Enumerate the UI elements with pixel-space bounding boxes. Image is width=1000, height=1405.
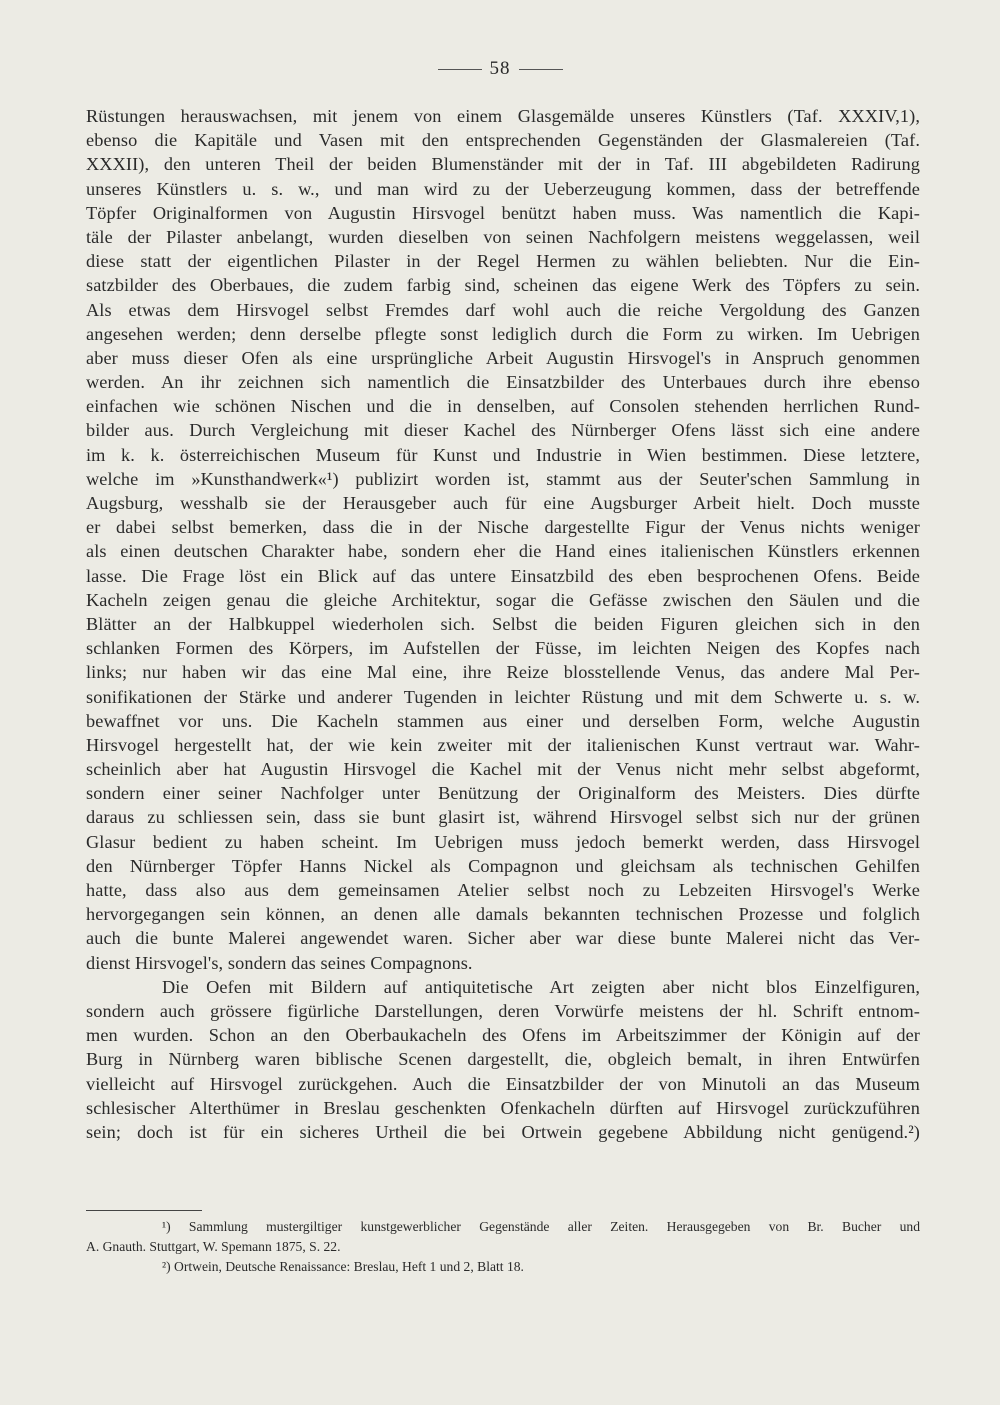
body-line: aber muss dieser Ofen als eine ursprüngliche Arbeit Augustin Hirsvogel's in Anspruch genommen [86,347,920,368]
body-line: welche im »Kunsthandwerk«¹) publizirt worden ist, stammt aus der Seuter'schen Sammlung in [86,468,920,489]
footnote-rule [86,1210,202,1211]
body-line: bilder aus. Durch Vergleichung mit dieser Kachel des Nürnberger Ofens lässt sich eine andere [86,420,920,441]
body-line: sein; doch ist für ein sicheres Urtheil die bei Ortwein gegebene Abbildung nicht genügend.²) [86,1121,920,1142]
body-line: als einen deutschen Charakter habe, sondern eher die Hand eines italienischen Künstlers erkennen [86,541,920,562]
header-rule-left [438,69,482,70]
body-line: er dabei selbst bemerken, dass die in der Nische dargestellte Figur der Venus nichts weniger [86,517,920,538]
body-line: Töpfer Originalformen von Augustin Hirsvogel benützt haben muss. Was namentlich die Kapi- [86,202,920,223]
body-line: hatte, dass also aus dem gemeinsamen Atelier selbst noch zu Lebzeiten Hirsvogel's Werke [86,880,920,900]
body-line: unseres Künstlers u. s. w., und man wird zu der Ueberzeugung kommen, dass der betreffende [86,178,920,199]
page-header [0,58,1000,80]
body-line: ebenso die Kapitäle und Vasen mit den entsprechenden Gegenständen der Glasmalereien (Taf. [86,130,920,151]
body-line: täle der Pilaster anbelangt, wurden dieselben von seinen Nachfolgern meistens weggelassen, weil [86,226,920,247]
body-line: Hirsvogel hergestellt hat, der wie kein zweiter mit der italienischen Kunst vertraut war. Wahr- [86,734,920,755]
body-line: links; nur haben wir das eine Mal eine, ihre Reize blosstellende Venus, das andere Mal Per- [86,662,920,683]
body-line: satzbilder des Oberbaues, die zudem farbig sind, scheinen das eigene Werk des Töpfers zu sein. [86,275,920,296]
body-line: XXXII), den unteren Theil der beiden Blumenständer mit der in Taf. III abgebildeten Radirung [86,154,920,175]
body-line: men wurden. Schon an den Oberbaukacheln des Ofens im Arbeitszimmer der Königin auf der [86,1025,920,1046]
header-rule-right [519,69,563,70]
body-line: Rüstungen herauswachsen, mit jenem von einem Glasgemälde unseres Künstlers (Taf. XXXIV,1), [86,106,920,126]
body-line: angesehen werden; denn derselbe pflegte sonst lediglich durch die Form zu wirken. Im Uebrigen [86,323,920,344]
body-line: Kacheln zeigen genau die gleiche Architektur, sogar die Gefässe zwischen den Säulen und die [86,589,920,610]
page-number: 58 [489,58,511,79]
footnote-line: ²) Ortwein, Deutsche Renaissance: Breslau, Heft 1 und 2, Blatt 18. [162,1259,524,1274]
body-line: dienst Hirsvogel's, sondern das seines Compagnons. [86,952,473,973]
body-line: sondern auch grössere figürliche Darstellungen, deren Vorwürfe meistens der hl. Schrift entnom- [86,1000,920,1021]
body-line: lasse. Die Frage löst ein Blick auf das untere Einsatzbild des eben besprochenen Ofens. Beide [86,565,920,586]
body-line: einfachen wie schönen Nischen und die in denselben, auf Consolen stehenden herrlichen Rund- [86,396,920,417]
body-line: Als etwas dem Hirsvogel selbst Fremdes darf wohl auch die reiche Vergoldung des Ganzen [86,299,920,320]
body-line: im k. k. österreichischen Museum für Kunst und Industrie in Wien bestimmen. Diese letztere, [86,444,920,465]
body-line: auch die bunte Malerei angewendet waren. Sicher aber war diese bunte Malerei nicht das Ver- [86,928,920,949]
footnotes [86,1210,920,1277]
body-line: schlesischer Alterthümer in Breslau geschenkten Ofenkacheln dürften auf Hirsvogel zurückzuführen [86,1097,920,1118]
footnote-line: ¹) Sammlung mustergiltiger kunstgewerblicher Gegenstände aller Zeiten. Herausgegeben von Br. Bucher und [162,1219,920,1234]
body-line: Die Oefen mit Bildern auf antiquitetische Art zeigten aber nicht blos Einzelfiguren, [162,976,920,997]
body-line: Augsburg, wesshalb sie der Herausgeber auch für eine Augsburger Arbeit hielt. Doch musste [86,493,920,513]
body-line: Glasur bedient zu haben scheint. Im Uebrigen muss jedoch bemerkt werden, dass Hirsvogel [86,831,920,852]
footnote-line: A. Gnauth. Stuttgart, W. Spemann 1875, S. 22. [86,1239,341,1254]
body-line: sondern einer seiner Nachfolger unter Benützung der Originalform des Meisters. Dies dürfte [86,783,920,804]
body-line: vielleicht auf Hirsvogel zurückgehen. Auch die Einsatzbilder der von Minutoli an das Museum [86,1073,920,1094]
body-line: Blätter an der Halbkuppel wiederholen sich. Selbst die beiden Figuren gleichen sich in den [86,613,920,634]
body-line: scheinlich aber hat Augustin Hirsvogel die Kachel mit der Venus nicht mehr selbst abgeformt, [86,759,920,780]
body-line: sonifikationen der Stärke und anderer Tugenden in leichter Rüstung und mit dem Schwerte u. s. w. [86,686,920,707]
body-text [86,104,920,1144]
body-line: daraus zu schliessen sein, dass sie bunt glasirt ist, während Hirsvogel selbst sich nur der grünen [86,807,920,828]
body-line: hervorgegangen sein können, an denen alle damals bekannten technischen Prozesse und folglich [86,904,920,925]
body-line: den Nürnberger Töpfer Hanns Nickel als Compagnon und gleichsam als technischen Gehilfen [86,855,920,876]
body-line: diese statt der eigentlichen Pilaster in der Regel Hermen zu wählen beliebten. Nur die Ein- [86,251,920,272]
body-line: schlanken Formen des Körpers, im Aufstellen der Füsse, im leichten Neigen des Kopfes nach [86,638,920,659]
body-line: bewaffnet vor uns. Die Kacheln stammen aus einer und derselben Form, welche Augustin [86,710,920,731]
body-line: Burg in Nürnberg waren biblische Scenen dargestellt, die, obgleich bemalt, in ihren Entwürfen [86,1049,920,1070]
body-line: werden. An ihr zeichnen sich namentlich die Einsatzbilder des Unterbaues durch ihre ebenso [86,372,920,393]
